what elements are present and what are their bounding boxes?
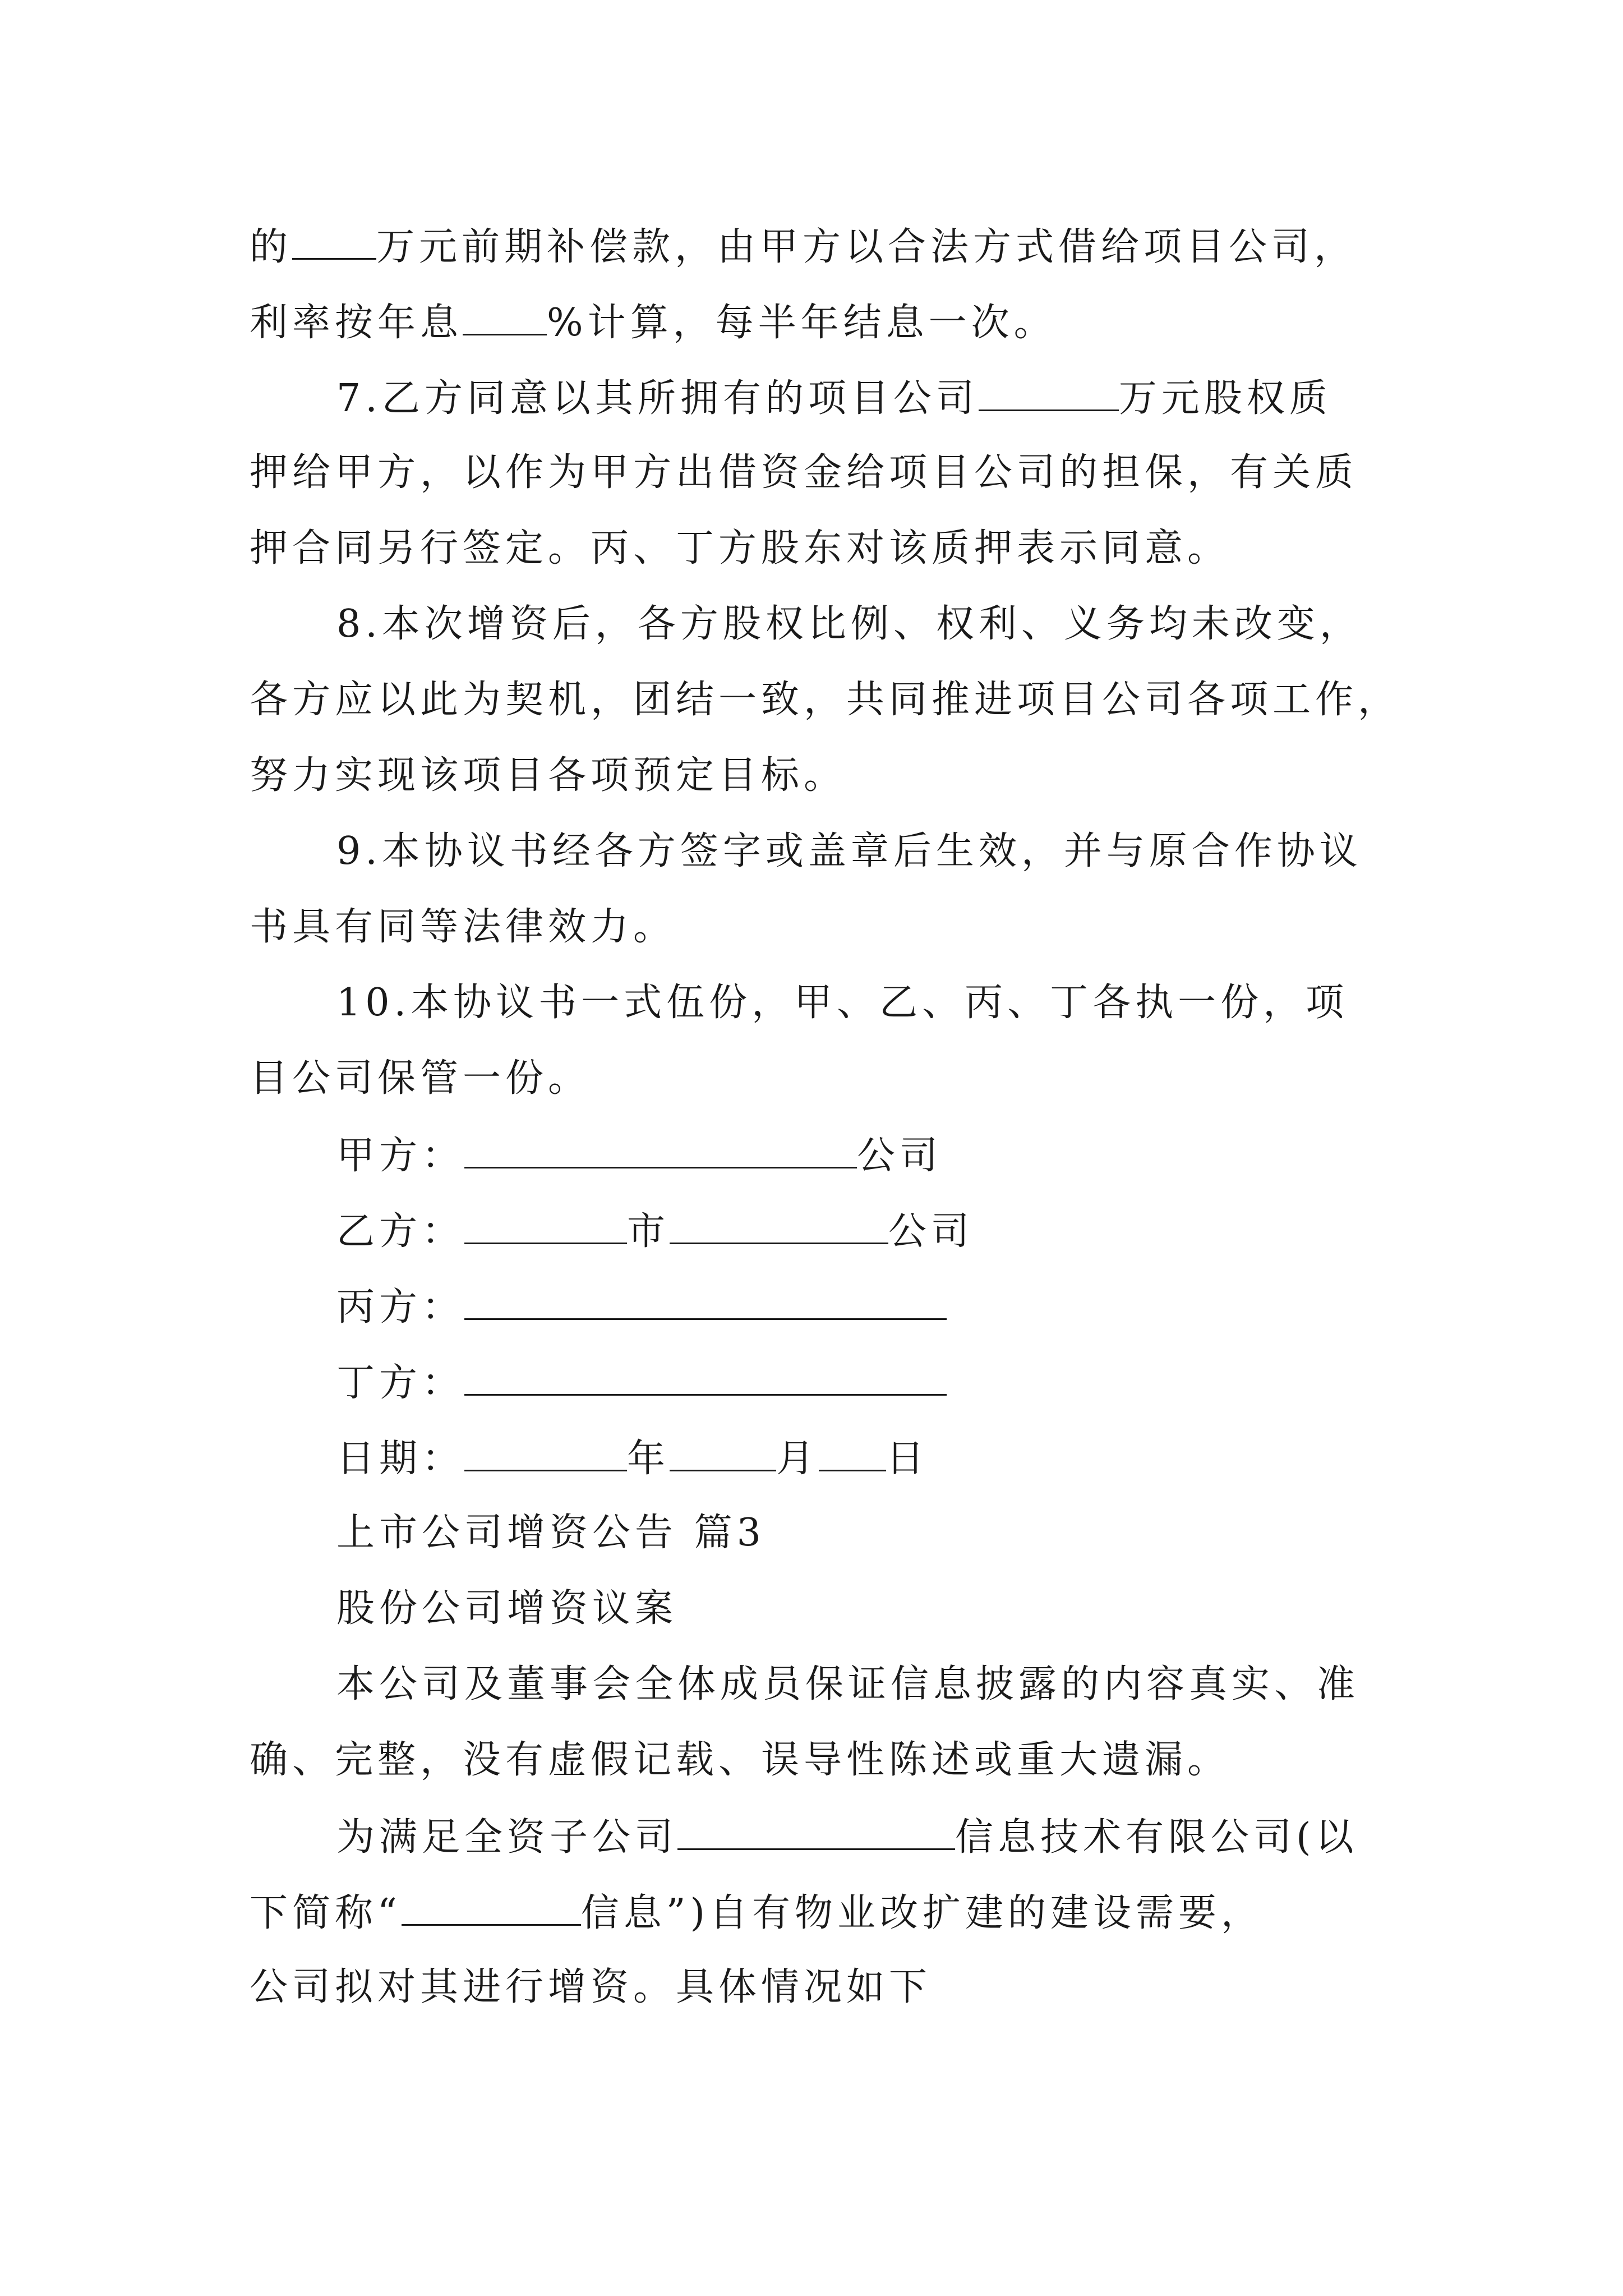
text-line: 9.本协议书经各方签字或盖章后生效，并与原合作协议 (336, 829, 1362, 873)
text-line: 为满足全资子公司 信息技术有限公司(以 (336, 1814, 1358, 1860)
blank-field (819, 1435, 886, 1471)
blank-field (464, 1435, 627, 1471)
blank-field (670, 1435, 776, 1471)
text-line: 努力实现该项目各项预定目标。 (250, 753, 847, 798)
text-line: 公司拟对其进行增资。具体情况如下 (250, 1965, 932, 2009)
text-line: 本公司及董事会全体成员保证信息披露的内容真实、准 (336, 1662, 1360, 1706)
text-line: 目公司保管一份。 (250, 1056, 591, 1101)
section-subheading: 股份公司增资议案 (336, 1586, 678, 1631)
signature-line-party-d: 丁方： (336, 1359, 947, 1406)
text-line: 书具有同等法律效力。 (250, 905, 676, 949)
text-line: 的 万元前期补偿款，由甲方以合法方式借给项目公司， (250, 223, 1357, 270)
blank-field (464, 1208, 627, 1244)
section-heading: 上市公司增资公告 篇3 (336, 1511, 766, 1555)
text-line: 10.本协议书一式伍份，甲、乙、丙、丁各执一份，项 (336, 981, 1349, 1025)
blank-field (979, 375, 1119, 411)
signature-line-party-a: 甲方： 公司 (336, 1132, 942, 1179)
text-line: 确、完整，没有虚假记载、误导性陈述或重大遗漏。 (250, 1738, 1230, 1782)
blank-field (677, 1814, 955, 1850)
text-line: 下简称“ 信息”)自有物业改扩建的建设需要， (250, 1889, 1264, 1936)
text-line: 押合同另行签定。丙、丁方股东对该质押表示同意。 (250, 526, 1230, 570)
blank-field (464, 1359, 947, 1396)
text-line: 押给甲方，以作为甲方出借资金给项目公司的担保，有关质 (250, 450, 1358, 495)
text-line: 7.乙方同意以其所拥有的项目公司 万元股权质 (336, 375, 1332, 421)
blank-field (292, 223, 376, 260)
blank-field (464, 1132, 857, 1168)
text-line: 各方应以此为契机，团结一致，共同推进项目公司各项工作， (250, 678, 1401, 722)
blank-field (670, 1208, 888, 1244)
text-line: 8.本次增资后，各方股权比例、权利、义务均未改变， (336, 602, 1362, 646)
signature-line-party-c: 丙方： (336, 1283, 947, 1330)
blank-field (463, 299, 547, 335)
text-line: 利率按年息 %计算，每半年结息一次。 (250, 299, 1057, 346)
blank-field (402, 1889, 581, 1926)
signature-line-party-b: 乙方： 市 公司 (336, 1208, 974, 1254)
date-line: 日期： 年 月 日 (336, 1435, 929, 1481)
blank-field (464, 1283, 947, 1320)
